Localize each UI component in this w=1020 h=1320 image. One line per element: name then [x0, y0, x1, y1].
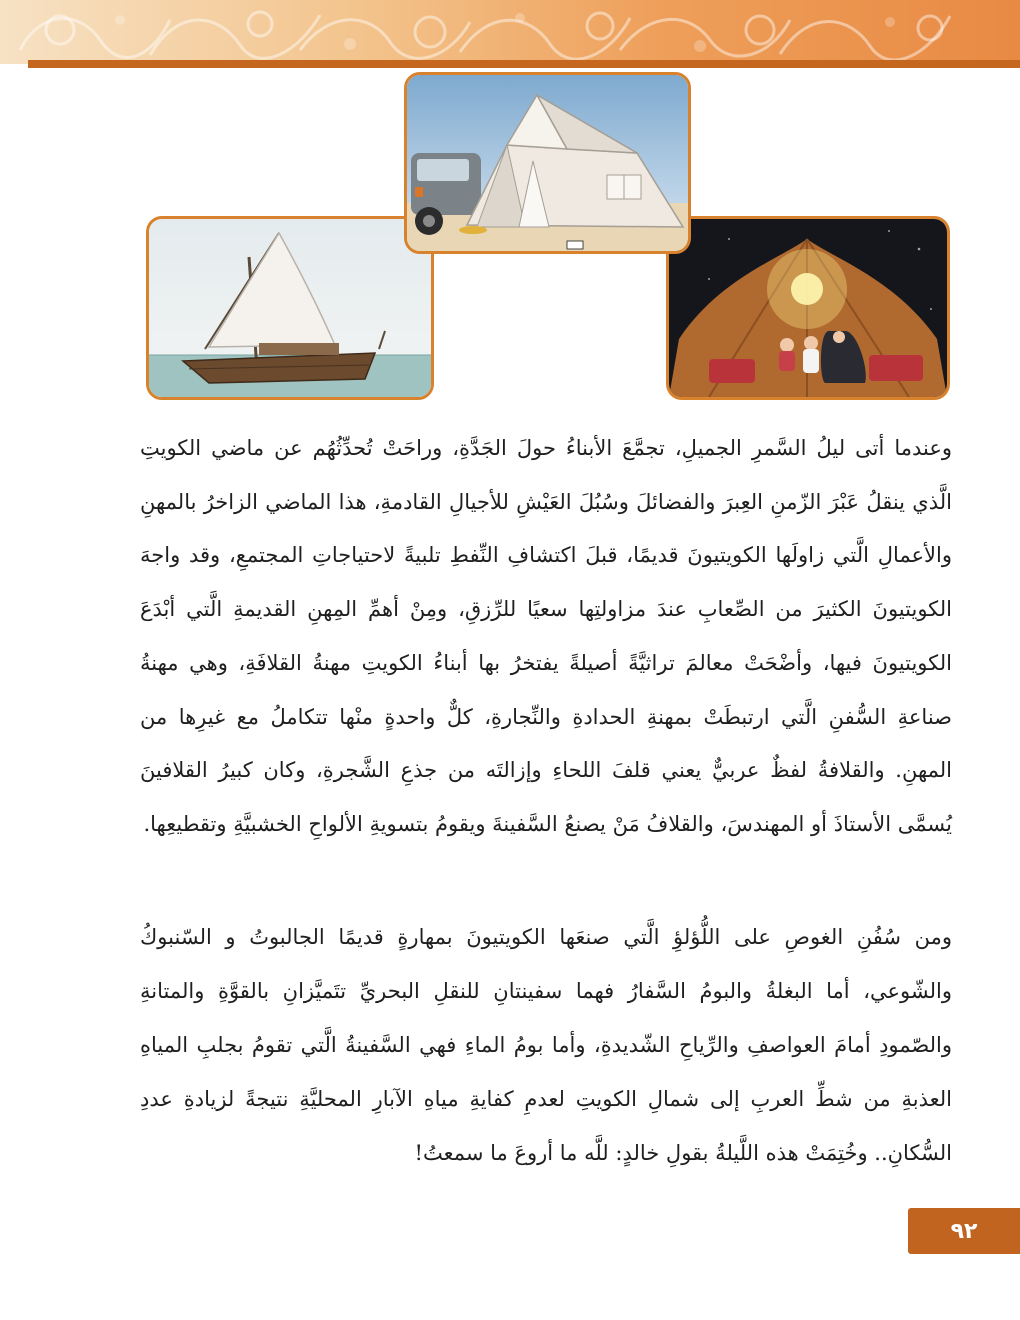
lamp-glow: [791, 273, 823, 305]
header-rule: [28, 60, 1020, 68]
family-night-tent-illustration: [666, 216, 950, 400]
story-paragraph-2: ومن سُفُنِ الغوصِ على اللُّؤلؤِ الَّتي صنعَها الكويتيونَ بمهارةٍ قديمًا الجالبوتُ و السّنبوكُ والشّوعي، أما البغلةُ والبومُ السَّفارُ فهما سفينتانِ للنقلِ البحريِّ تتَميَّزانِ بالقوَّةِ والمتانةِ والصّمودِ أمامَ العواصفِ والرِّياحِ الشّديدةِ، وأما بومُ الماءِ فهي السَّفينةُ الَّتي تقومُ بجلبِ المياهِ العذبةِ من شطِّ العربِ إلى شمالِ الكويتِ لعدمِ كفايةِ مياهِ الآبارِ المحليَّةِ نتيجةً لزيادةِ عددِ السُّكانِ.. وخُتِمَتْ هذه اللَّيلةُ بقولِ خالدٍ: للَّه ما أروعَ ما سمعتُ!: [140, 925, 952, 1165]
desert-tent-photo: [404, 72, 691, 254]
page-number: ٩٢: [908, 1208, 1020, 1254]
decorative-header-banner: [0, 0, 1020, 64]
story-paragraph-1: وعندما أتى ليلُ السَّمرِ الجميلِ، تجمَّعَ الأبناءُ حولَ الجَدَّةِ، وراحَتْ تُحدِّثُهُم عن ماضي الكويتِ الَّذي ينقلُ عَبْرَ الزّمنِ العِبرَ والفضائلَ وسُبُلَ العَيْشِ للأجيالِ القادمةِ، هذا الماضي الزاخرُ بالمهنِ والأعمالِ الَّتي زاولَها الكويتيونَ قديمًا، قبلَ اكتشافِ النِّفطِ تلبيةً لاحتياجاتِ المجتمعِ، وقد واجهَ الكويتيونَ الكثيرَ من الصِّعابِ عندَ مزاولتِها سعيًا للرِّزقِ، ومِنْ أهمِّ المِهنِ القديمةِ الَّتي أبْدَعَ الكويتيونَ فيها، وأضْحَتْ معالمَ تراثيَّةً أصيلةً يفتخرُ بها أبناءُ الكويتِ مهنةُ القلافَةِ، وهي مهنةُ صناعةِ السُّفنِ الَّتي ارتبطَتْ بمهنةِ الحدادةِ والنِّجارةِ، كلٌّ واحدةٍ منْها تتكاملُ مع غيرِها من المهنِ. والقلافةُ لفظٌ عربيٌّ يعني قلفَ اللحاءِ وإزالتَه من جذعِ الشَّجرةِ، وكان كبيرُ القلافينَ يُسمَّى الأستاذَ أو المهندسَ، والقلافُ مَنْ يصنعُ السَّفينةَ ويقومُ بتسويةِ الألواحِ الخشبيَّةِ وتقطيعِها.: [140, 436, 952, 836]
calligraphy-pattern: [0, 0, 1020, 64]
dhow-sailboat-photo: [146, 216, 434, 400]
